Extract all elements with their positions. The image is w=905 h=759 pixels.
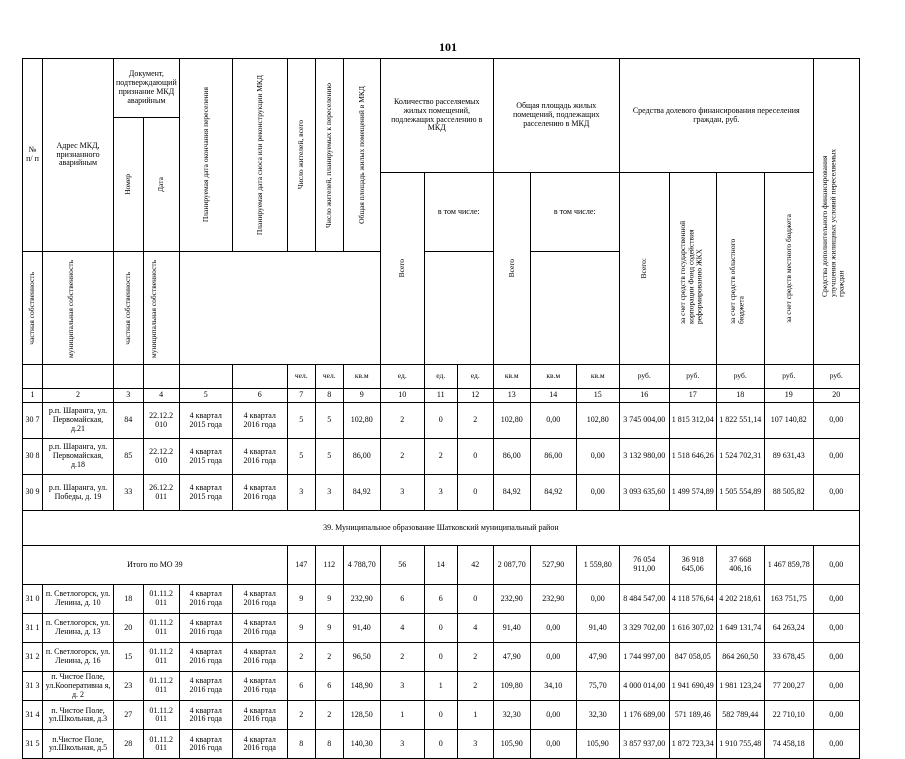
table-cell: 31 5 — [23, 730, 43, 759]
municipality-title: 39. Муниципальное образование Шатковский муниципальный район — [23, 511, 860, 546]
table-cell: 6 — [424, 585, 457, 614]
table-cell: 148,90 — [343, 672, 380, 701]
unit-cell: чел. — [315, 365, 343, 389]
table-cell: 0,00 — [530, 614, 576, 643]
unit-cell: руб. — [619, 365, 669, 389]
table-cell: 1 815 312,04 — [669, 403, 716, 439]
table-row — [23, 439, 860, 475]
total-cell: 42 — [457, 546, 493, 585]
column-number-cell: 8 — [315, 389, 343, 403]
table-cell: 64 263,24 — [764, 614, 813, 643]
column-number-cell: 15 — [576, 389, 619, 403]
table-cell: 4 квартал 2016 года — [232, 475, 287, 511]
table-cell: 01.11.2 011 — [143, 585, 179, 614]
table-cell: 140,30 — [343, 730, 380, 759]
total-row — [23, 546, 860, 585]
table-cell: 4 квартал 2016 года — [179, 614, 232, 643]
column-number-cell: 14 — [530, 389, 576, 403]
unit-cell — [179, 365, 232, 389]
total-cell: 1 559,80 — [576, 546, 619, 585]
table-row — [23, 701, 860, 730]
table-cell: 3 745 004,00 — [619, 403, 669, 439]
table-cell: 1 649 131,74 — [716, 614, 764, 643]
table-cell: 0,00 — [576, 475, 619, 511]
unit-cell: руб. — [813, 365, 859, 389]
table-cell: 4 квартал 2016 года — [179, 701, 232, 730]
table-cell: 89 631,43 — [764, 439, 813, 475]
resettlement-table — [22, 58, 860, 759]
total-cell: 76 054 911,00 — [619, 546, 669, 585]
table-cell: 0,00 — [813, 730, 859, 759]
table-cell: 9 — [287, 585, 315, 614]
table-cell: 2 — [424, 439, 457, 475]
header-area-private: частная собственность — [114, 252, 144, 365]
unit-cell: кв.м — [343, 365, 380, 389]
table-cell: 1 — [424, 672, 457, 701]
table-cell: 22.12.2 010 — [143, 403, 179, 439]
table-cell: 4 квартал 2016 года — [232, 585, 287, 614]
table-cell: 3 — [287, 475, 315, 511]
table-cell: 6 — [287, 672, 315, 701]
total-cell: 36 918 645,06 — [669, 546, 716, 585]
table-row — [23, 585, 860, 614]
table-cell: 864 260,50 — [716, 643, 764, 672]
table-cell: 20 — [114, 614, 144, 643]
table-cell: 4 квартал 2016 года — [179, 643, 232, 672]
header-group-count: Количество расселяемых жилых помещений, подлежащих расселению в МКД — [380, 59, 493, 173]
table-cell: 31 1 — [23, 614, 43, 643]
unit-cell: ед. — [380, 365, 424, 389]
table-cell: 582 789,44 — [716, 701, 764, 730]
table-row — [23, 614, 860, 643]
units-row — [23, 365, 860, 389]
unit-cell — [232, 365, 287, 389]
table-cell: 27 — [114, 701, 144, 730]
column-number-cell: 13 — [493, 389, 530, 403]
table-cell: 47,90 — [493, 643, 530, 672]
table-cell: 107 140,82 — [764, 403, 813, 439]
table-cell: 23 — [114, 672, 144, 701]
unit-cell: ед. — [424, 365, 457, 389]
column-number-cell: 3 — [114, 389, 144, 403]
header-address: Адрес МКД, признанного аварийным — [43, 59, 114, 252]
column-number-cell: 9 — [343, 389, 380, 403]
table-cell: 3 — [380, 475, 424, 511]
table-cell: 1 518 646,26 — [669, 439, 716, 475]
header-private: частная собственность — [23, 252, 43, 365]
table-cell: 4 202 218,61 — [716, 585, 764, 614]
table-cell: 4 квартал 2016 года — [232, 439, 287, 475]
column-number-cell: 18 — [716, 389, 764, 403]
table-cell: 8 484 547,00 — [619, 585, 669, 614]
table-cell: 4 квартал 2016 года — [232, 730, 287, 759]
header-in-that-number-1: в том числе: — [424, 173, 493, 252]
total-label: Итого по МО 39 — [23, 546, 288, 585]
table-cell: 01.11.2 011 — [143, 614, 179, 643]
address-cell: п. Чистое Поле, ул.Кооперативна я, д. 2 — [43, 672, 114, 701]
address-cell: р.п. Шаранга, ул. Первомайская, д.21 — [43, 403, 114, 439]
table-cell: 30 8 — [23, 439, 43, 475]
table-cell: 847 058,05 — [669, 643, 716, 672]
rows-group-a — [23, 403, 860, 511]
table-cell: 4 — [457, 614, 493, 643]
table-cell: 1 499 574,89 — [669, 475, 716, 511]
column-number-cell: 17 — [669, 389, 716, 403]
table-cell: 2 — [457, 403, 493, 439]
table-cell: 0 — [457, 475, 493, 511]
header-municipal: муниципальная собственность — [43, 252, 114, 365]
header-in-that-number-2: в том числе: — [530, 173, 619, 252]
column-number-cell: 1 — [23, 389, 43, 403]
table-cell: 77 200,27 — [764, 672, 813, 701]
table-cell: 1 872 723,34 — [669, 730, 716, 759]
table-cell: 88 505,82 — [764, 475, 813, 511]
table-cell: 102,80 — [343, 403, 380, 439]
table-cell: 0,00 — [530, 701, 576, 730]
unit-cell — [23, 365, 43, 389]
table-cell: 4 квартал 2015 года — [179, 403, 232, 439]
municipality-row — [23, 511, 860, 546]
table-cell: 0,00 — [813, 439, 859, 475]
table-cell: 0,00 — [530, 643, 576, 672]
table-cell: 5 — [287, 403, 315, 439]
table-cell: 3 — [424, 475, 457, 511]
address-cell: п. Светлогорск, ул. Ленина, д. 13 — [43, 614, 114, 643]
table-cell: 0 — [424, 643, 457, 672]
table-cell: 0,00 — [576, 439, 619, 475]
header-doc-date: Дата — [143, 118, 179, 252]
table-cell: 47,90 — [576, 643, 619, 672]
table-cell: 102,80 — [576, 403, 619, 439]
table-cell: 3 093 635,60 — [619, 475, 669, 511]
table-cell: 0 — [457, 439, 493, 475]
table-cell: 0 — [424, 701, 457, 730]
header-doc-number: Номер — [114, 118, 144, 252]
total-cell: 56 — [380, 546, 424, 585]
table-cell: 26.12.2 011 — [143, 475, 179, 511]
unit-cell: чел. — [287, 365, 315, 389]
unit-cell — [143, 365, 179, 389]
table-cell: 163 751,75 — [764, 585, 813, 614]
table-cell: 91,40 — [576, 614, 619, 643]
table-cell: 571 189,46 — [669, 701, 716, 730]
table-cell: 85 — [114, 439, 144, 475]
address-cell: р.п. Шаранга, ул. Первомайская, д.18 — [43, 439, 114, 475]
table-cell: 1 616 307,02 — [669, 614, 716, 643]
table-cell: 01.11.2 011 — [143, 701, 179, 730]
table-cell: 5 — [315, 439, 343, 475]
table-cell: 232,90 — [530, 585, 576, 614]
table-cell: 1 822 551,14 — [716, 403, 764, 439]
table-cell: 6 — [315, 672, 343, 701]
unit-cell: ед. — [457, 365, 493, 389]
table-cell: 2 — [380, 439, 424, 475]
table-cell: 1 981 123,24 — [716, 672, 764, 701]
unit-cell: кв.м — [530, 365, 576, 389]
table-cell: 1 941 690,49 — [669, 672, 716, 701]
unit-cell: кв.м — [576, 365, 619, 389]
address-cell: п. Светлогорск, ул. Ленина, д. 16 — [43, 643, 114, 672]
table-row — [23, 672, 860, 701]
total-cell: 37 668 406,16 — [716, 546, 764, 585]
total-cell: 0,00 — [813, 546, 859, 585]
table-cell: 0,00 — [530, 730, 576, 759]
column-number-cell: 7 — [287, 389, 315, 403]
table-cell: 28 — [114, 730, 144, 759]
table-cell: 5 — [315, 403, 343, 439]
table-cell: 32,30 — [576, 701, 619, 730]
table-row — [23, 475, 860, 511]
table-cell: 2 — [457, 643, 493, 672]
table-cell: 4 квартал 2015 года — [179, 439, 232, 475]
table-cell: 3 132 980,00 — [619, 439, 669, 475]
table-cell: 22 710,10 — [764, 701, 813, 730]
table-cell: 9 — [315, 585, 343, 614]
table-cell: 2 — [315, 643, 343, 672]
table-cell: 0,00 — [813, 672, 859, 701]
table-cell: 9 — [287, 614, 315, 643]
table-cell: 8 — [287, 730, 315, 759]
unit-cell: руб. — [716, 365, 764, 389]
table-cell: 0 — [424, 614, 457, 643]
table-cell: 31 0 — [23, 585, 43, 614]
table-cell: 4 — [380, 614, 424, 643]
table-cell: 0,00 — [813, 475, 859, 511]
unit-cell: руб. — [669, 365, 716, 389]
table-cell: 4 000 014,00 — [619, 672, 669, 701]
table-cell: 01.11.2 011 — [143, 672, 179, 701]
total-cell: 2 087,70 — [493, 546, 530, 585]
rows-group-b — [23, 585, 860, 759]
total-cell: 14 — [424, 546, 457, 585]
table-cell: 01.11.2 011 — [143, 643, 179, 672]
table-cell: 4 квартал 2016 года — [232, 643, 287, 672]
table-cell: 0,00 — [813, 585, 859, 614]
table-cell: 75,70 — [576, 672, 619, 701]
table-cell: 1 — [457, 701, 493, 730]
table-cell: 84 — [114, 403, 144, 439]
table-cell: 1 505 554,89 — [716, 475, 764, 511]
table-cell: 4 квартал 2015 года — [179, 475, 232, 511]
table-cell: 15 — [114, 643, 144, 672]
table-cell: 86,00 — [530, 439, 576, 475]
table-cell: 1 524 702,31 — [716, 439, 764, 475]
table-cell: 96,50 — [343, 643, 380, 672]
table-cell: 128,50 — [343, 701, 380, 730]
address-cell: р.п. Шаранга, ул. Победы, д. 19 — [43, 475, 114, 511]
header-fund-total: Всего: — [619, 173, 669, 365]
table-cell: 105,90 — [576, 730, 619, 759]
table-cell: 30 7 — [23, 403, 43, 439]
table-cell: 5 — [287, 439, 315, 475]
table-cell: 4 квартал 2016 года — [179, 585, 232, 614]
header-num: № п/ п — [23, 59, 43, 252]
table-cell: 0 — [424, 730, 457, 759]
total-cell: 1 467 859,78 — [764, 546, 813, 585]
table-row — [23, 403, 860, 439]
header-residents-total: Число жителей, всего — [287, 59, 315, 252]
table-cell: 4 квартал 2016 года — [232, 672, 287, 701]
table-cell: 91,40 — [493, 614, 530, 643]
header-fund-regional: за счет средств областного бюджета — [716, 173, 764, 365]
address-cell: п.Чистое Поле, ул.Школьная, д.5 — [43, 730, 114, 759]
column-numbers-row — [23, 389, 860, 403]
table-cell: 3 857 937,00 — [619, 730, 669, 759]
table-cell: 84,92 — [530, 475, 576, 511]
header-planned-end: Планируемая дата окончания переселения — [179, 59, 232, 252]
table-cell: 232,90 — [343, 585, 380, 614]
header-residents-planned: Число жителей, планируемых к переселению — [315, 59, 343, 252]
table-cell: 2 — [315, 701, 343, 730]
column-number-cell: 10 — [380, 389, 424, 403]
unit-cell — [43, 365, 114, 389]
table-cell: 91,40 — [343, 614, 380, 643]
header-area-municipal: муниципальная собственность — [143, 252, 179, 365]
column-number-cell: 6 — [232, 389, 287, 403]
table-cell: 3 — [315, 475, 343, 511]
table-cell: 4 квартал 2016 года — [232, 614, 287, 643]
table-cell: 4 118 576,64 — [669, 585, 716, 614]
table-row — [23, 730, 860, 759]
table-cell: 4 квартал 2016 года — [179, 672, 232, 701]
total-cell: 4 788,70 — [343, 546, 380, 585]
table-cell: 6 — [380, 585, 424, 614]
column-number-cell: 19 — [764, 389, 813, 403]
table-cell: 0 — [424, 403, 457, 439]
table-cell: 84,92 — [343, 475, 380, 511]
table-cell: 3 — [457, 730, 493, 759]
table-cell: 22.12.2 010 — [143, 439, 179, 475]
unit-cell: руб. — [764, 365, 813, 389]
header-group-area: Общая площадь жилых помещений, подлежащих расселению в МКД — [493, 59, 619, 173]
table-cell: 0,00 — [530, 403, 576, 439]
table-cell: 0,00 — [813, 701, 859, 730]
column-number-cell: 4 — [143, 389, 179, 403]
table-cell: 34,10 — [530, 672, 576, 701]
header-document: Документ, подтверждающий признание МКД аварийным — [114, 59, 180, 118]
header-additional: Средства дополнительного финансирования улучшения жилищных условий переселяемых граждан — [813, 59, 859, 365]
table-cell: 18 — [114, 585, 144, 614]
table-cell: 0,00 — [813, 643, 859, 672]
table-cell: 4 квартал 2016 года — [232, 403, 287, 439]
table-cell: 86,00 — [493, 439, 530, 475]
table-cell: 33 678,45 — [764, 643, 813, 672]
table-cell: 4 квартал 2016 года — [179, 730, 232, 759]
header-area-total: Всего — [493, 173, 530, 365]
table-cell: 109,80 — [493, 672, 530, 701]
table-cell: 9 — [315, 614, 343, 643]
table-cell: 1 — [380, 701, 424, 730]
table-row — [23, 643, 860, 672]
table-cell: 0,00 — [813, 403, 859, 439]
table-cell: 105,90 — [493, 730, 530, 759]
table-cell: 0,00 — [576, 585, 619, 614]
table-cell: 0 — [457, 585, 493, 614]
table-cell: 1 744 997,00 — [619, 643, 669, 672]
unit-cell: кв.м — [493, 365, 530, 389]
table-cell: 32,30 — [493, 701, 530, 730]
table-cell: 33 — [114, 475, 144, 511]
table-cell: 3 — [380, 730, 424, 759]
table-cell: 01.11.2 011 — [143, 730, 179, 759]
table-cell: 86,00 — [343, 439, 380, 475]
column-number-cell: 2 — [43, 389, 114, 403]
column-number-cell: 20 — [813, 389, 859, 403]
table-cell: 2 — [380, 643, 424, 672]
table-cell: 31 4 — [23, 701, 43, 730]
table-cell: 31 3 — [23, 672, 43, 701]
address-cell: п. Светлогорск, ул. Ленина, д. 10 — [43, 585, 114, 614]
page-number: 101 — [439, 40, 457, 54]
column-number-cell: 5 — [179, 389, 232, 403]
table-cell: 2 — [287, 701, 315, 730]
table-cell: 3 329 702,00 — [619, 614, 669, 643]
table-cell: 2 — [287, 643, 315, 672]
header-group-funding: Средства долевого финансирования переселения граждан, руб. — [619, 59, 813, 173]
table-cell: 1 910 755,48 — [716, 730, 764, 759]
table-cell: 232,90 — [493, 585, 530, 614]
table-cell: 4 квартал 2016 года — [232, 701, 287, 730]
total-cell: 112 — [315, 546, 343, 585]
table-cell: 2 — [380, 403, 424, 439]
table-cell: 0,00 — [813, 614, 859, 643]
table-cell: 3 — [380, 672, 424, 701]
table-cell: 30 9 — [23, 475, 43, 511]
header-row-1 — [23, 59, 860, 118]
table-cell: 1 176 689,00 — [619, 701, 669, 730]
unit-cell — [114, 365, 144, 389]
total-cell: 527,90 — [530, 546, 576, 585]
header-fund-local: за счет средств местного бюджета — [764, 173, 813, 365]
address-cell: п. Чистое Поле, ул.Школьная, д.3 — [43, 701, 114, 730]
column-number-cell: 16 — [619, 389, 669, 403]
table-cell: 2 — [457, 672, 493, 701]
column-number-cell: 11 — [424, 389, 457, 403]
total-cell: 147 — [287, 546, 315, 585]
table-cell: 84,92 — [493, 475, 530, 511]
header-count-total: Всего — [380, 173, 424, 365]
header-total-area: Общая площадь жилых помещений в МКД — [343, 59, 380, 252]
column-number-cell: 12 — [457, 389, 493, 403]
header-fund-state-corp: за счет средств государственной корпорации Фонд содействия реформированию ЖКХ — [669, 173, 716, 365]
table-cell: 8 — [315, 730, 343, 759]
table-cell: 102,80 — [493, 403, 530, 439]
header-planned-demolition: Планируемая дата сноса или реконструкции МКД — [232, 59, 287, 252]
table-cell: 74 458,18 — [764, 730, 813, 759]
table-cell: 31 2 — [23, 643, 43, 672]
